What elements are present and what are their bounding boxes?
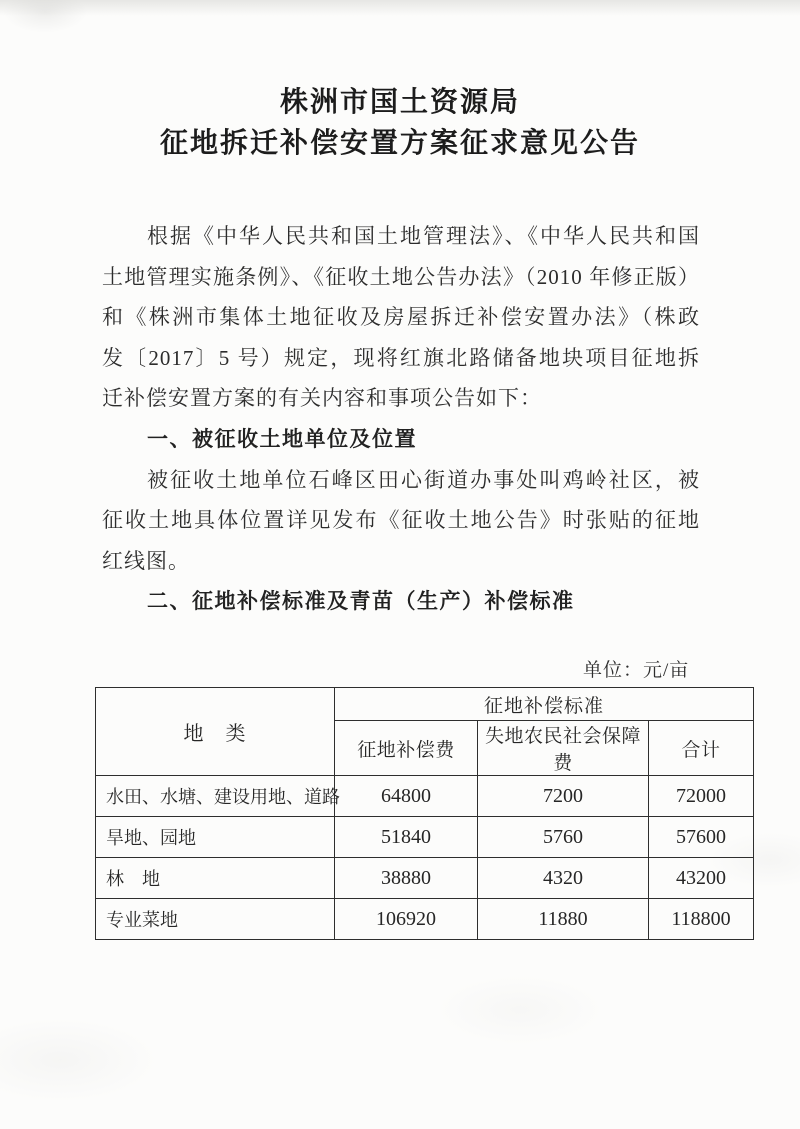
cell-compensation: 38880 xyxy=(335,858,478,899)
cell-social-security: 11880 xyxy=(478,899,649,940)
cell-total: 118800 xyxy=(649,899,754,940)
header-group-compensation-standard: 征地补偿标准 xyxy=(335,688,754,721)
compensation-table xyxy=(95,687,754,940)
header-land-compensation-fee: 征地补偿费 xyxy=(335,721,478,776)
body-line: 迁补偿安置方案的有关内容和事项公告如下： xyxy=(102,386,542,411)
title-line-1: 株洲市国土资源局 xyxy=(279,87,520,118)
cell-land-type: 水田、水塘、建设用地、道路 xyxy=(96,776,335,817)
cell-total: 43200 xyxy=(649,858,754,899)
body-line: 红线图。 xyxy=(102,548,190,573)
table-unit-label: 单位：元/亩 xyxy=(583,660,690,681)
cell-land-type: 旱地、园地 xyxy=(96,817,335,858)
header-social-security-fee: 失地农民社会保障费 xyxy=(478,721,649,776)
body-line: 被征收土地单位石峰区田心街道办事处叫鸡岭社区，被 xyxy=(147,467,700,492)
cell-compensation: 64800 xyxy=(335,776,478,817)
cell-social-security: 7200 xyxy=(478,776,649,817)
cell-compensation: 106920 xyxy=(335,899,478,940)
cell-compensation: 51840 xyxy=(335,817,478,858)
cell-land-type: 林 地 xyxy=(96,858,335,899)
section-heading-1: 一、被征收土地单位及位置 xyxy=(147,426,417,451)
cell-total: 72000 xyxy=(649,776,754,817)
body-line: 发〔2017〕5 号）规定，现将红旗北路储备地块项目征地拆 xyxy=(102,345,700,370)
section-heading-2: 二、征地补偿标准及青苗（生产）补偿标准 xyxy=(147,589,575,614)
table-row xyxy=(96,817,754,858)
header-land-type: 地 类 xyxy=(96,688,335,776)
table-row xyxy=(96,858,754,899)
body-line: 根据《中华人民共和国土地管理法》、《中华人民共和国 xyxy=(147,224,700,248)
table-row xyxy=(96,899,754,940)
title-line-2: 征地拆迁补偿安置方案征求意见公告 xyxy=(159,128,640,159)
notice-body xyxy=(102,216,700,622)
cell-land-type: 专业菜地 xyxy=(96,899,335,940)
table-row xyxy=(96,776,754,817)
document-title xyxy=(0,82,800,164)
cell-social-security: 5760 xyxy=(478,817,649,858)
cell-total: 57600 xyxy=(649,817,754,858)
body-line: 征收土地具体位置详见发布《征收土地公告》时张贴的征地 xyxy=(102,508,700,533)
body-line: 和《株洲市集体土地征收及房屋拆迁补偿安置办法》（株政 xyxy=(102,305,700,330)
cell-social-security: 4320 xyxy=(478,858,649,899)
header-total: 合计 xyxy=(649,721,754,776)
body-line: 土地管理实施条例》、《征收土地公告办法》（2010 年修正版） xyxy=(102,264,700,289)
